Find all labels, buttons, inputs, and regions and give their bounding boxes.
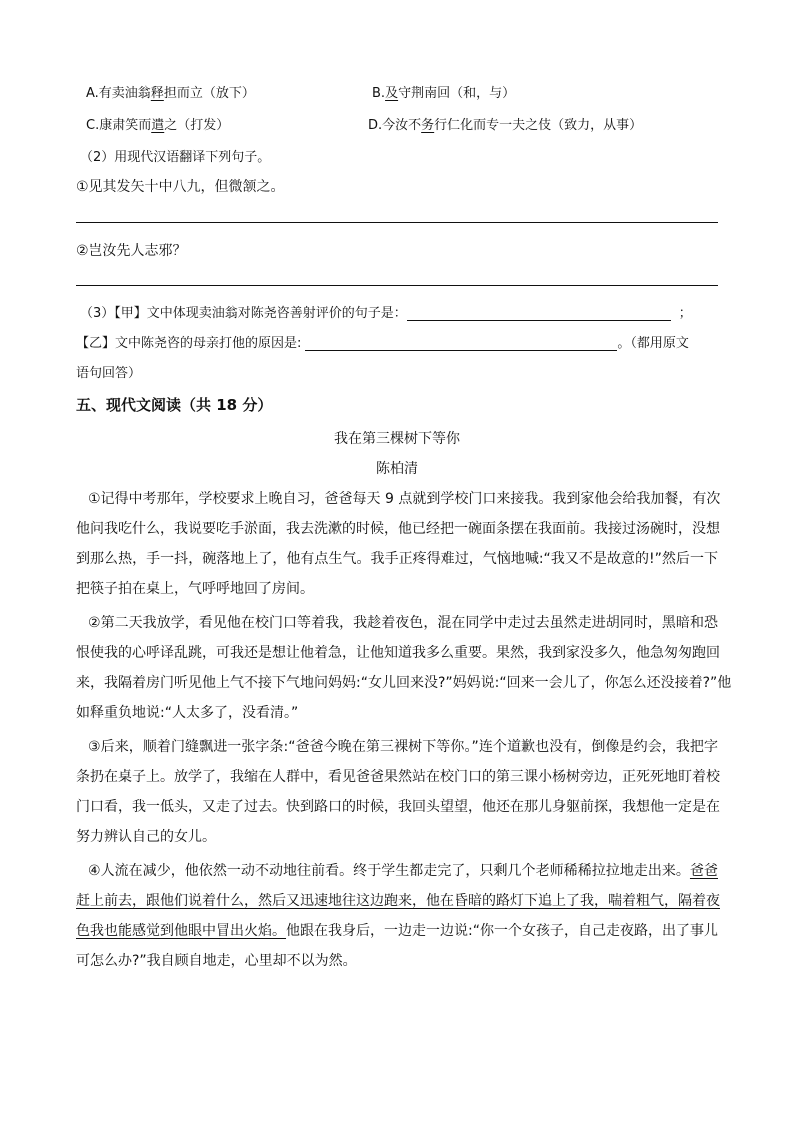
article-title: 我在第三棵树下等你 [334, 431, 460, 447]
section-title: 五、现代文阅读（共 18 分） [76, 396, 273, 414]
paragraph-4-text: 他跟在我身后，一边走一边说:“你一个女孩子，自己走夜路，出了事儿 [286, 923, 719, 939]
paragraph-3-line: ③后来，顺着门缝飘进一张字条:“爸爸今晚在第三裸树下等你。”连个道歉也没有，倒像是约会，我把字 [88, 739, 718, 755]
option-a [86, 82, 255, 101]
paragraph-2-line: ②第二天我放学，看见他在校门口等着我，我趁着夜色，混在同学中走过去虽然走进胡同时，黑暗和恐 [88, 615, 718, 631]
question-3-jia-prompt: （3）【甲】文中体现卖油翁对陈尧咨善射评价的句子是： [80, 306, 407, 321]
question-2-sentence-2: ②岂汝先人志邪？ [76, 243, 187, 259]
option-b-emph: 及 [385, 86, 399, 101]
paragraph-1-line: 把筷子拍在桌上，气呼呼地回了房间。 [76, 581, 314, 597]
answer-line-1[interactable] [76, 222, 718, 223]
paragraph-3-line: 条扔在桌子上。放学了，我缩在人群中，看见爸爸果然站在校门口的第三课小杨树旁边，正死死地盯着校 [76, 769, 720, 785]
option-d-suffix: 行仁化而专一夫之伎（致力，从事） [434, 118, 643, 133]
question-2-prompt: （2）用现代汉语翻译下列句子。 [80, 150, 271, 165]
question-2-sentence-1: ①见其发矢十中八九，但微颔之。 [76, 179, 285, 195]
question-3-line-3: 语句回答） [76, 366, 142, 381]
option-c [86, 114, 229, 133]
paragraph-1-line: ①记得中考那年，学校要求上晚自习，爸爸每天 9 点就到学校门口来接我。我到家他会给我加餐，有次 [88, 491, 721, 507]
option-a-emph: 释 [150, 86, 164, 101]
paragraph-3-line: 努力辨认自己的女儿。 [76, 829, 216, 845]
answer-line-2[interactable] [76, 285, 718, 286]
option-d-prefix: D.今汝不 [368, 118, 422, 133]
option-c-emph: 遣 [151, 118, 165, 133]
option-a-suffix: 担而立（放下） [163, 86, 255, 101]
option-d-emph: 务 [421, 118, 435, 133]
question-3-line-2 [76, 332, 689, 351]
question-3-yi-prompt: 【乙】文中陈尧咨的母亲打他的原因是: [76, 336, 302, 351]
option-c-prefix: C.康肃笑而 [86, 118, 152, 133]
paragraph-4-line [76, 891, 718, 911]
answer-blank-yi[interactable] [305, 334, 617, 351]
option-b-suffix: 守荆南回（和，与） [398, 86, 516, 101]
option-d [368, 114, 642, 133]
answer-blank-jia[interactable] [407, 304, 671, 321]
article-author: 陈柏清 [376, 461, 418, 477]
paragraph-2-line: 恨使我的心呼译乱跳，可我还是想让他着急，让他知道我多么重要。果然，我到家没多久，他急匆匆跑回 [76, 645, 720, 661]
question-3-line-1 [80, 302, 692, 321]
option-a-prefix: A.有卖油翁 [86, 86, 151, 101]
paragraph-4-line [76, 921, 718, 941]
underlined-text: 赶上前去，跟他们说着什么，然后又迅速地往这边跑来，他在昏暗的路灯下追上了我，喘着粗气，隔着夜 [76, 893, 720, 909]
paragraph-2-line: 来，我隔着房门听见他上气不接下气地问妈妈:“女儿回来没?”妈妈说:“回来一会儿了，你怎么还没接着?”他 [76, 675, 732, 691]
paragraph-2-line: 如释重负地说:“人太多了，没看清。” [76, 705, 299, 721]
option-b [372, 82, 515, 101]
paragraph-4-line [88, 861, 718, 881]
option-b-prefix: B. [372, 86, 386, 101]
paragraph-1-line: 到那么热，手一抖，碗落地上了，他有点生气。我手正疼得难过，气恼地喊:“我又不是故意的!”然后一下 [76, 551, 718, 567]
semicolon: ； [678, 306, 692, 321]
underlined-text: 色我也能感觉到他眼中冒出火焰。 [76, 923, 287, 939]
paragraph-3-line: 门口看，我一低头，又走了过去。快到路口的时候，我回头望望，他还在那儿身躯前探，我想他一定是在 [76, 799, 720, 815]
paragraph-4-text: ④人流在减少，他依然一动不动地往前看。终于学生都走完了，只剩几个老师稀稀拉拉地走出来。 [88, 863, 690, 879]
underlined-text: 爸爸 [689, 863, 718, 879]
paragraph-4-line: 可怎么办?”我自顾自地走，心里却不以为然。 [76, 953, 357, 969]
paragraph-1-line: 他问我吃什么，我说要吃手淤面，我去洗漱的时候，他已经把一碗面条摆在我面前。我接过汤碗时，没想 [76, 521, 720, 537]
option-c-suffix: 之（打发） [164, 118, 230, 133]
question-3-note: 。（都用原文 [617, 336, 689, 351]
